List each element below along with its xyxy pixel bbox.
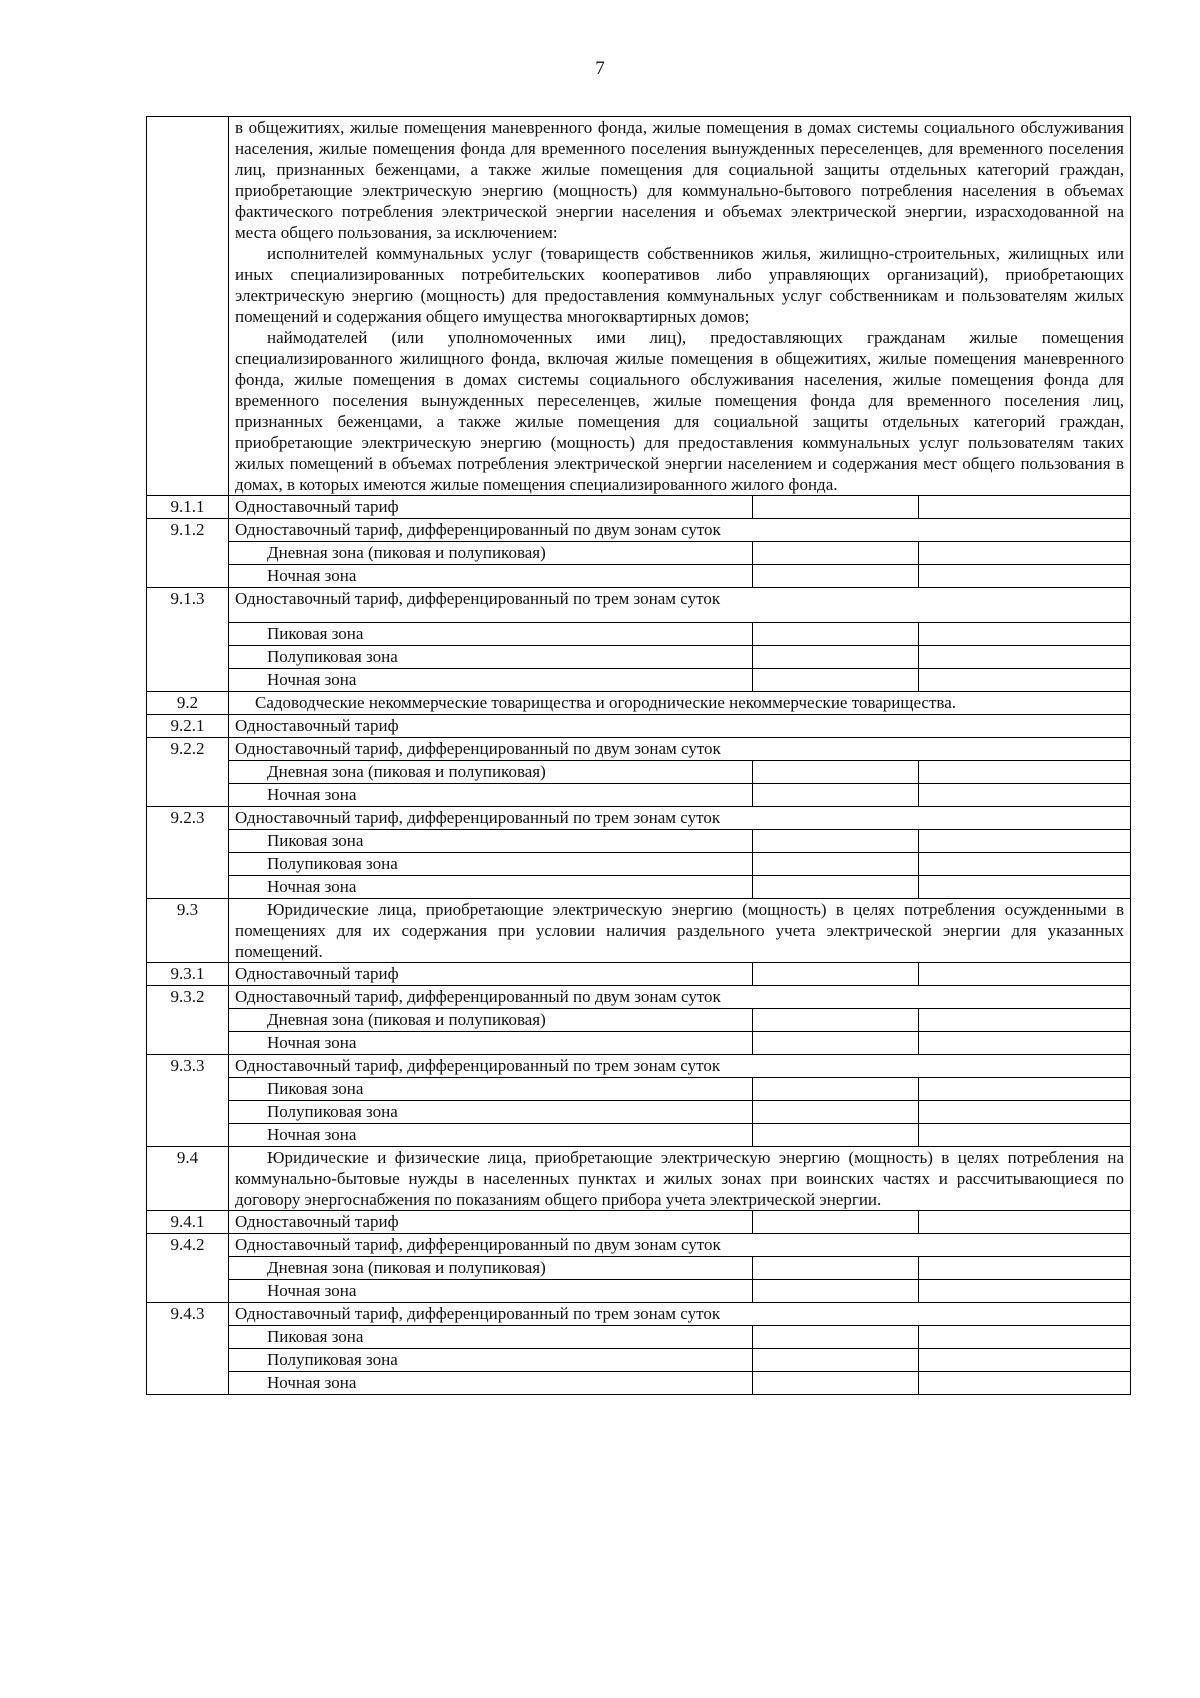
intro-paragraph: исполнителей коммунальных услуг (товариществ собственников жилья, жилищно-строительных, жилищных или иных специализированных потребительских кооперативов либо управляющих организаций), приобретающих электрическую энергию (мощность) для предоставления коммунальных услуг собственникам и пользователям жилых помещений и содержания общего имущества многоквартирных домов; — [235, 244, 1124, 326]
section-heading — [229, 1147, 1131, 1211]
tariff-table — [146, 116, 1131, 1395]
table-row — [147, 963, 1131, 986]
row-number — [147, 1032, 229, 1055]
value-cell — [753, 1101, 919, 1124]
table-row — [147, 807, 1131, 830]
value-cell — [919, 853, 1131, 876]
row-number: 9.2.2 — [147, 738, 229, 761]
table-row — [147, 1124, 1131, 1147]
table-row — [147, 853, 1131, 876]
row-number — [147, 876, 229, 899]
zone-label: Полупиковая зона — [229, 646, 753, 669]
row-number — [147, 1349, 229, 1372]
value-cell — [753, 1280, 919, 1303]
table-row — [147, 623, 1131, 646]
table-row — [147, 738, 1131, 761]
value-cell — [753, 1372, 919, 1395]
table-row — [147, 830, 1131, 853]
intro-paragraph: наймодателей (или уполномоченных ими лиц), предоставляющих гражданам жилые помещения специализированного жилищного фонда, включая жилые помещения в общежитиях, жилые помещения маневренного фонда, жилые помещения в домах системы социального обслуживания населения, жилые помещения фонда для временного поселения вынужденных переселенцев, жилые помещения фонда для временного поселения лиц, признанных беженцами, а также жилые помещения для социальной защиты отдельных категорий граждан, приобретающие электрическую энергию (мощность) для предоставления коммунальных услуг пользователям таких жилых помещений в объемах потребления электрической энергии населением и содержания мест общего пользования в домах, в которых имеются жилые помещения специализированного жилого фонда. — [235, 328, 1124, 494]
table-row — [147, 1078, 1131, 1101]
value-cell — [753, 496, 919, 519]
row-number — [147, 1101, 229, 1124]
zone-label: Ночная зона — [229, 1372, 753, 1395]
value-cell — [753, 830, 919, 853]
table-row — [147, 1234, 1131, 1257]
zone-label: Ночная зона — [229, 669, 753, 692]
section-heading — [229, 899, 1131, 963]
value-cell — [753, 853, 919, 876]
row-number: 9.4.1 — [147, 1211, 229, 1234]
value-cell — [753, 1326, 919, 1349]
value-cell — [919, 1032, 1131, 1055]
section-heading: Садоводческие некоммерческие товарищества и огороднические некоммерческие товарищества. — [229, 692, 1131, 715]
row-number — [147, 1326, 229, 1349]
value-cell — [919, 496, 1131, 519]
value-cell — [919, 623, 1131, 646]
zone-label: Дневная зона (пиковая и полупиковая) — [229, 761, 753, 784]
zone-label: Ночная зона — [229, 1280, 753, 1303]
zone-label: Дневная зона (пиковая и полупиковая) — [229, 542, 753, 565]
table-row — [147, 542, 1131, 565]
row-number — [147, 1280, 229, 1303]
section-text: Юридические лица, приобретающие электрическую энергию (мощность) в целях потребления осужденными в помещениях для их содержания при условии наличия раздельного учета электрической энергии для указанных помещений. — [235, 900, 1124, 961]
row-label: Одноставочный тариф, дифференцированный по трем зонам суток — [229, 1303, 1131, 1326]
value-cell — [753, 623, 919, 646]
row-number — [147, 761, 229, 784]
row-number — [147, 542, 229, 565]
row-number: 9.3.3 — [147, 1055, 229, 1078]
value-cell — [919, 876, 1131, 899]
row-number — [147, 853, 229, 876]
zone-label: Полупиковая зона — [229, 1101, 753, 1124]
value-cell — [919, 1211, 1131, 1234]
value-cell — [919, 784, 1131, 807]
table-row — [147, 1326, 1131, 1349]
table-row — [147, 496, 1131, 519]
table-row — [147, 588, 1131, 623]
value-cell — [753, 876, 919, 899]
table-row — [147, 1349, 1131, 1372]
table-row — [147, 1101, 1131, 1124]
row-number: 9.2.3 — [147, 807, 229, 830]
table-row — [147, 1257, 1131, 1280]
row-label: Одноставочный тариф — [229, 496, 753, 519]
row-number — [147, 646, 229, 669]
row-label: Одноставочный тариф, дифференцированный по двум зонам суток — [229, 738, 1131, 761]
table-row — [147, 565, 1131, 588]
row-number — [147, 565, 229, 588]
row-label: Одноставочный тариф — [229, 715, 1131, 738]
value-cell — [919, 669, 1131, 692]
table-row — [147, 692, 1131, 715]
zone-label: Полупиковая зона — [229, 1349, 753, 1372]
row-number — [147, 1078, 229, 1101]
value-cell — [753, 1009, 919, 1032]
row-number — [147, 117, 229, 496]
row-number: 9.1.3 — [147, 588, 229, 623]
table-row — [147, 669, 1131, 692]
value-cell — [753, 669, 919, 692]
zone-label: Дневная зона (пиковая и полупиковая) — [229, 1009, 753, 1032]
zone-label: Полупиковая зона — [229, 853, 753, 876]
row-number — [147, 830, 229, 853]
table-row — [147, 1372, 1131, 1395]
value-cell — [919, 830, 1131, 853]
row-number: 9.3.2 — [147, 986, 229, 1009]
row-label: Одноставочный тариф, дифференцированный по двум зонам суток — [229, 1234, 1131, 1257]
value-cell — [919, 1280, 1131, 1303]
zone-label: Пиковая зона — [229, 1326, 753, 1349]
value-cell — [919, 542, 1131, 565]
value-cell — [919, 1101, 1131, 1124]
intro-text — [229, 117, 1131, 496]
row-number: 9.2 — [147, 692, 229, 715]
row-number — [147, 1124, 229, 1147]
row-number: 9.1.2 — [147, 519, 229, 542]
value-cell — [753, 963, 919, 986]
value-cell — [919, 761, 1131, 784]
table-row — [147, 1303, 1131, 1326]
row-number: 9.4.2 — [147, 1234, 229, 1257]
table-row — [147, 1147, 1131, 1211]
value-cell — [919, 1372, 1131, 1395]
value-cell — [753, 1032, 919, 1055]
zone-label: Ночная зона — [229, 565, 753, 588]
row-number — [147, 1009, 229, 1032]
row-label: Одноставочный тариф, дифференцированный по двум зонам суток — [229, 986, 1131, 1009]
value-cell — [753, 565, 919, 588]
zone-label: Пиковая зона — [229, 1078, 753, 1101]
row-label: Одноставочный тариф, дифференцированный по трем зонам суток — [229, 807, 1131, 830]
table-row — [147, 876, 1131, 899]
value-cell — [753, 1349, 919, 1372]
table-row — [147, 1280, 1131, 1303]
row-number: 9.2.1 — [147, 715, 229, 738]
table-row — [147, 646, 1131, 669]
zone-label: Ночная зона — [229, 1032, 753, 1055]
table-row — [147, 761, 1131, 784]
value-cell — [753, 1078, 919, 1101]
value-cell — [919, 1078, 1131, 1101]
zone-label: Ночная зона — [229, 784, 753, 807]
value-cell — [919, 1009, 1131, 1032]
row-number — [147, 1257, 229, 1280]
value-cell — [919, 1326, 1131, 1349]
zone-label: Ночная зона — [229, 876, 753, 899]
row-number — [147, 623, 229, 646]
row-number: 9.4 — [147, 1147, 229, 1211]
zone-label: Дневная зона (пиковая и полупиковая) — [229, 1257, 753, 1280]
table-row — [147, 1032, 1131, 1055]
value-cell — [919, 1257, 1131, 1280]
value-cell — [919, 1124, 1131, 1147]
table-row — [147, 986, 1131, 1009]
value-cell — [753, 761, 919, 784]
value-cell — [753, 1257, 919, 1280]
value-cell — [919, 1349, 1131, 1372]
section-text: Юридические и физические лица, приобретающие электрическую энергию (мощность) в целях потребления на коммунально-бытовые нужды в населенных пунктах и жилых зонах при воинских частях и рассчитывающиеся по договору энергоснабжения по показаниям общего прибора учета электрической энергии. — [235, 1148, 1124, 1209]
table-row — [147, 1055, 1131, 1078]
zone-label: Пиковая зона — [229, 623, 753, 646]
row-number: 9.3.1 — [147, 963, 229, 986]
value-cell — [753, 1211, 919, 1234]
value-cell — [919, 963, 1131, 986]
value-cell — [753, 542, 919, 565]
row-number: 9.4.3 — [147, 1303, 229, 1326]
table-row — [147, 784, 1131, 807]
row-number: 9.1.1 — [147, 496, 229, 519]
value-cell — [753, 784, 919, 807]
row-number — [147, 784, 229, 807]
page-number: 7 — [595, 58, 605, 79]
row-number — [147, 669, 229, 692]
row-label: Одноставочный тариф — [229, 963, 753, 986]
zone-label: Ночная зона — [229, 1124, 753, 1147]
value-cell — [753, 646, 919, 669]
table-row — [147, 117, 1131, 496]
table-row — [147, 899, 1131, 963]
row-number — [147, 1372, 229, 1395]
zone-label: Пиковая зона — [229, 830, 753, 853]
row-label: Одноставочный тариф, дифференцированный по двум зонам суток — [229, 519, 1131, 542]
row-label: Одноставочный тариф, дифференцированный по трем зонам суток — [229, 1055, 1131, 1078]
table-row — [147, 1009, 1131, 1032]
intro-paragraph: в общежитиях, жилые помещения маневренного фонда, жилые помещения в домах системы социального обслуживания населения, жилые помещения фонда для временного поселения вынужденных переселенцев, для временного поселения лиц, признанных беженцами, а также жилые помещения для социальной защиты отдельных категорий граждан, приобретающие электрическую энергию (мощность) для коммунально-бытового потребления населения в объемах фактического потребления электрической энергии населения и объемах электрической энергии, израсходованной на места общего пользования, за исключением: — [235, 118, 1124, 242]
value-cell — [919, 646, 1131, 669]
row-label: Одноставочный тариф, дифференцированный по трем зонам суток — [229, 588, 1131, 623]
value-cell — [919, 565, 1131, 588]
row-number: 9.3 — [147, 899, 229, 963]
table-row — [147, 715, 1131, 738]
value-cell — [753, 1124, 919, 1147]
row-label: Одноставочный тариф — [229, 1211, 753, 1234]
table-row — [147, 1211, 1131, 1234]
table-row — [147, 519, 1131, 542]
